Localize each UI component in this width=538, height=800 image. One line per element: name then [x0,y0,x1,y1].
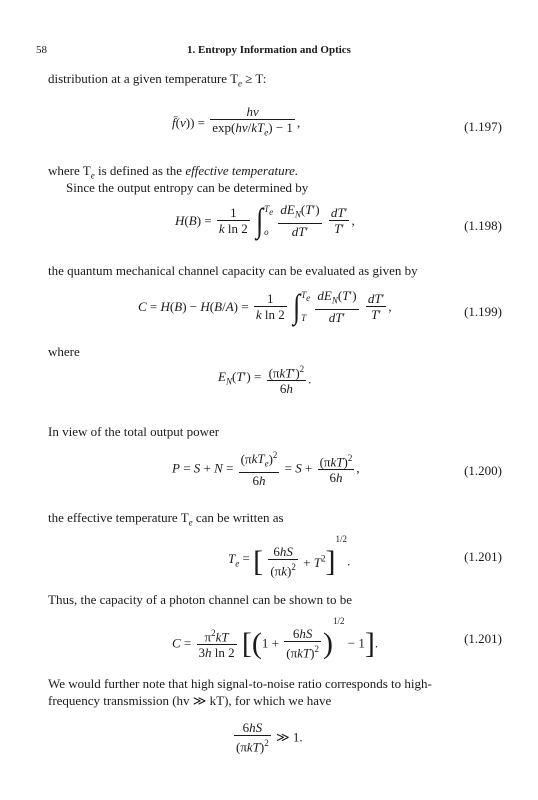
equation-1-198: H(B) = $\frac{1}{\text{k ln 2}}$ ∫ $T_e$ o $\frac{dE_N(T')}{dT'}$ $\frac{dT'}{T'}$ , [175,201,355,240]
equation-1-200: P = S + N = $\frac{(\pi kT_e)^2}{6h}$ = S + $\frac{(\pi kT)^2}{6h}$ , [172,450,360,488]
paragraph-total-output-power: In view of the total output power [48,424,220,439]
equation-high-snr-condition: $\frac{6hS}{(\pi kT)^2}$ ≫ 1. [236,720,303,755]
equation-1-201-te: $T_e$ = [ $\frac{6hS}{(\pi k)^2}$ + $T^2]^{1/2}$. [228,534,351,579]
equation-1-201-capacity: C = $\frac{\pi^2kT}{\text{3h ln 2}}$ [(1 + $\frac{6hS}{(\pi kT)^2}$ )$^{1/2}$ − 1]. [172,616,379,661]
equation-number: (1.201) [464,549,502,564]
equation-1-197: f̄(v)) = $\frac{hv}{\exp(hv/kT_e) - 1}$ , [172,104,300,141]
paragraph-where: where [48,344,80,359]
paragraph-photon-channel: Thus, the capacity of a photon channel can be shown to be [48,592,352,607]
paragraph-output-entropy: Since the output entropy can be determined by [66,180,309,195]
paragraph-distribution: distribution at a given temperature $T_e \ge T$: [48,71,267,89]
equation-noise-energy: $E_N(T')$ = $\frac{(\pi kT')^2}{6h}$ . [218,364,312,397]
equation-number: (1.198) [464,218,502,233]
page-header [36,44,502,60]
paragraph-effective-temperature: where $T_e$ is defined as the effective temperature. [48,163,299,181]
paragraph-effective-temperature-expression: the effective temperature $T_e$ can be written as [48,510,284,528]
paragraph-channel-capacity: the quantum mechanical channel capacity can be evaluated as given by [48,263,418,278]
running-title: 1. Entropy Information and Optics [187,44,351,56]
paragraph-high-snr: We would further note that high signal-to-noise ratio corresponds to high- frequency transmission (hv ≫ kT), for which we have [48,676,432,708]
equation-number: (1.201) [464,631,502,646]
equation-1-199: C = H(B) − H(B/A) = $\frac{1}{\text{k ln 2}}$ ∫ $T_e$ T $\frac{dE_N(T')}{dT'}$ $\frac{dT'}{T'}$ , [138,287,392,326]
equation-number: (1.199) [464,304,502,319]
equation-number: (1.197) [464,119,502,134]
equation-number: (1.200) [464,463,502,478]
page-number: 58 [36,44,47,56]
